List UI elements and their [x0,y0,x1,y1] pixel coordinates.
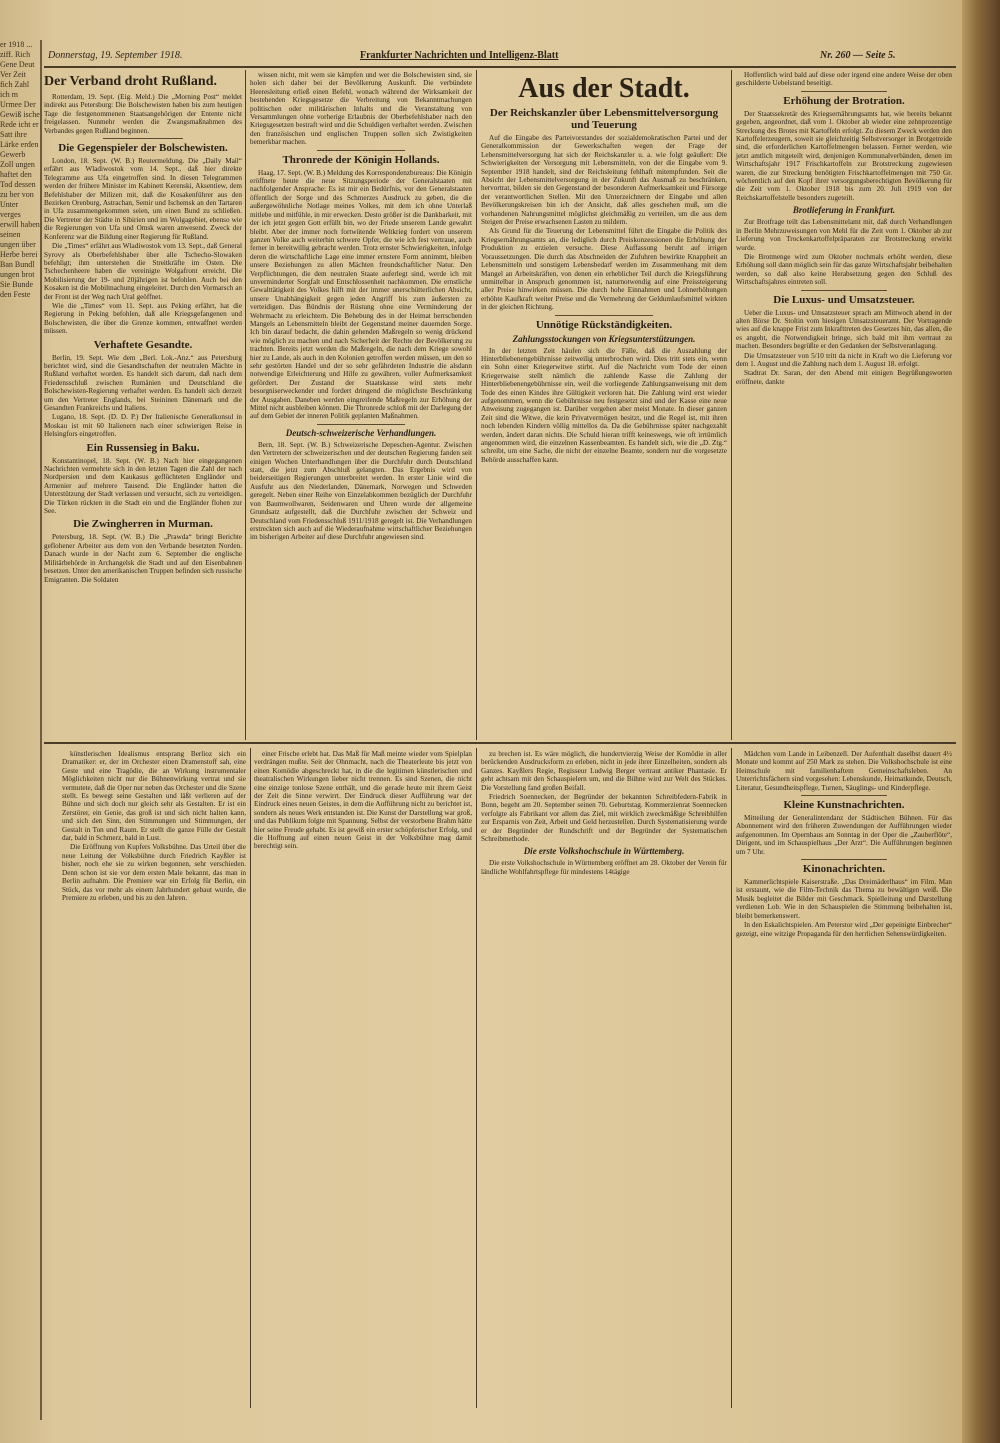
column-rule [476,748,477,1408]
headline: Deutsch-schweizerische Verhandlungen. [285,427,437,438]
masthead: Frankfurter Nachrichten und Intelligenz-Blatt [360,50,559,61]
article-text: Stadtrat Dr. Saran, der den Abend mit einigen Begrüßungsworten eröffnete, dankte [736,369,952,386]
article-text: Als Grund für die Teuerung der Lebensmittel führt die Eingabe die Politik des Kriegsernährungsamts an, die lediglich durch Preiskonzessionen die Erhöhung der Produktion zu erzielen versuche. Diese Auffassung beruht auf irrigen Voraussetzungen. Die durch das Abschneiden der Zufuhren bewirkte Knappheit an Lebensmitteln und sonstigem Lebensbedarf werden im Zusammenhang mit dem Mangel an Arbeitskräften, von denen ein erheblicher Teil durch die Kriegsführung unmittelbar in Anspruch genommen ist, naturnotwendig auf eine Preissteigerung aller Preise hinwirken müssen. Die durch hohe Einnahmen und Lohnerhöhungen erhöhte Kaufkraft weiter Preise und die Vermehrung der Geldumlaufsmittel wirkten in der gleichen Richtung. [481,227,727,312]
column-rule [731,748,732,1408]
article-text: Die Eröffnung von Kupfers Volksbühne. Das Urteil über die neue Leitung der Volksbühne durch Friedrich Kayßler ist bisher, noch ehe sie zu wirken begonnen, sehr verschieden. Denn schon ist sie vor dem ersten Male bekannt, das man in Berlin aufnahm. Die Premiere war ein Erfolg für Berlin, ein Stück, das vor mehr als einem Jahrhundert gebaut wurde, die Premiere zu erleben, und bis zu den Jahren. [62,843,246,902]
headline: Die Zwingherren in Murman. [73,518,213,531]
article-text: wissen nicht, mit wem sie kämpfen und wer die Bolschewisten sind, sie holen sich daher bei der Bevölkerung Auskunft. Die verbündete Heeresleitung erließ einen Befehl, wonach während der Wirksamkeit der bestehenden Kriegsgesetze die Verbreitung von Bekanntmachungen politischen oder militärischen Inhalts und die Veranstaltung von Versammlungen ohne vorherige Erlaubnis der Oberbefehlshaber nach den Kriegsgesetzen bestraft wird und die Schuldigen verhaftet werden. Zwischen den französischen und englischen Truppen sollen sich Zwistigkeiten bemerkbar machen. [250,71,472,147]
section-rule [44,742,956,744]
article-text: London, 18. Sept. (W. B.) Reutermeldung. Die „Daily Mail“ erfährt aus Wladiwostok vom 14. Sept., daß hier direkte Telegramme aus Ufa eingetroffen sind. In diesen Telegrammen werden der frühere Minister im Kabinett Kerenski, Aksentiew, dem Befehlshaber der Milizen mit, daß die Kosakenführer aus den Bezirken Orenburg, Astrachan, Semir und Ischemsk an den Tartaren in Ufa zusammengekommen seien, um einen Bund zu schließen. Die Vertreter der Städte in Sibirien und im Wolgagebiet, ebenso wie die Regierungen von Ufa und Omsk waren anwesend. Zweck der Konferenz war die Bildung einer Regierung für Rußland. [44,157,242,241]
headline: Erhöhung der Brotration. [783,94,905,107]
article-text: Lugano, 18. Sept. (D. D. P.) Der Italienische Generalkonsul in Moskau ist mit 60 Italienern nach einer schwierigen Reise in Helsingfors eingetroffen. [44,413,242,439]
headline: Thronrede der Königin Hollands. [282,153,440,166]
feuilleton-column-4 [736,750,952,939]
article-text: Haag, 17. Sept. (W. B.) Meldung des Korrespondenzbureaus: Die Königin eröffnete heute die neue Sitzungsperiode der Generalstaaten mit nachfolgender Ansprache: Es ist mir ein Bedürfnis, vor den Generalstaaten öffentlich der Sorge und des Schmerzes Ausdruck zu geben, die die außergewöhnliche Notlage meines Volkes, mit dem ich ohne Unterlaß mitlebe und mitfühle, in mir erwecken. Desto größer ist die Dankbarkeit, mit der ich jetzt gegen Gott erfüllt bin, wo der Friede unserem Lande gewahrt bleibt. Aber der immer noch fortwütende Weltkrieg fordert von unserem ganzen Volke auch weiterhin schwere Opfer, die wie ich fest vertraue, auch ferner in bereitwillig gebracht werden. Trotz ernster Schwierigkeiten, infolge deren die wirtschaftliche Lage eine immer ernstere Form annimmt, bleiben unsere Beziehungen zu allen Mächten freundschaftlicher Natur. Den Verpflichtungen, die dem neutralen Staate auferlegt sind, werde ich mit unverminderter Sorgfalt und Entschlossenheit nachkommen. Die ernstliche Gewalttätigkeit des Volkes hilft mit der immer unerschütterlichen Absicht, unsere Unabhängigkeit gegen jeden Angriff bis zum äußersten zu verteidigen. Das Bündnis der Rüstung ohne eine Verminderung der Wehrmacht zu erleichtern. Die Behebung des in der Heimat herrschenden Mangels an Lebensmitteln bleibt der Gegenstand meiner dauernden Sorge. Ich bin darauf bedacht, die dahin gehenden Maßregeln so wenig drückend wie möglich zu machen und nach Sicherheit der Rechte der Bevölkerung zu trachten. Bereits jetzt werden die Maßregeln, die nach dem Kriege sowohl hier zu Lande, als auch in den Kolonien getroffen werden müssen, um den so sehr gestörten Handel und der so sehr gefährdeten Industrie die alsdann notwendige Erleichterung und Hilfe zu gewähren, voller Aufmerksamkeit gefördert. Der Zustand der Staatskasse wird stets mehr besorgniserweckender und fordert dringend die möglichste Beschränkung der Ausgaben. Daneben werden eingreifende Maßregeln zur Erhöhung der Mittel nicht ausbleiben können. Die Thronrede schloß mit der Darlegung der auf dem Gebiet der inneren Politik geplanten Maßnahmen. [250,168,473,421]
article-text: In den Eskalichtspielen. Am Peterstor wird „Der gepeinigte Einbrecher“ gezeigt, eine witzige Propaganda für den herrlichen Sehenswürdigkeiten. [736,921,952,938]
feuilleton-column-3 [481,750,727,877]
article-text: Die erste Volkshochschule in Württemberg eröffnet am 28. Oktober der Verein für ländliche Wohlfahrtspflege für mindestens 14tägige [481,859,727,876]
book-binding-edge [962,0,1000,1443]
column-rule [476,70,477,740]
article-text: Die „Times“ erfährt aus Wladiwostok vom 13. Sept., daß General Syrovy als Oberbefehlshaber über alle Tschecho-Slowaken befehligt; ihm unterstehen die Streitkräfte im Osten. Die Tschechenheere haben die vereinigte Wolgafront erreicht. Die Mobilisierung der 19- und 20jährigen ist befohlen. Auch bei den Kosaken ist die Mobilmachung eingeleitet. Durch den Vormarsch an der Front ist der Weg nach Ural geöffnet. [44,242,242,301]
subheadline: Zahlungsstockungen von Kriegsunterstützungen. [512,333,696,344]
headline: Die erste Volkshochschule in Württemberg. [523,846,685,857]
adjacent-page-strip: er 1918 ... ziff. Rich Gene Deut Ver Zeit fich Zahl ich m Urmee Der Gewiß ische Rede icht er Satt ihre Lärke erden Gewerb Zoll ungen haftet den Tod dessen zu ber von Unter verges erwill haben seinen ungen über Herbe berei Ban Bundl ungen brot Sie Bunde den Feste [0,40,42,1420]
headline: Der Verband droht Rußland. [44,74,217,89]
article-text: zu brechen ist. Es wäre möglich, die hundertvierzig Weise der Komödie in aller berückenden Ausdrucksform zu erleben, nicht in jede ihrer Einzelheiten, sondern als Ganzes. Kayßlers Regie, Regisseur Ludwig Berger vertraut antiker Phantasie. Er geht achtsam mit den Schauspielern um, und die Bühne wird zur Welt des Stückes. Die Vorstellung fand großen Beifall. [481,750,727,792]
section-title: Aus der Stadt. [518,73,690,104]
article-text: Bern, 18. Sept. (W. B.) Schweizerische Depeschen-Agentur. Zwischen den Vertretern der schweizerischen und der deutschen Regierung fanden seit einigen Wochen Unterhandlungen über die Durchfuhr durch Deutschland statt, die jetzt zum Abschluß gelangten. Das Ergebnis wird von beiderseitigen Regierungen unterbreitet werden. In erster Linie wird die Ausfuhr aus den Niederlanden, Dänemark, Norwegen und Schweden geregelt. Neben einer Reihe von Einzelabkommen bezüglich der Durchfuhr von Baumwollwaren, Seidenwaren und Uhren wurde der allgemeine Grundsatz aufgestellt, daß die Durchfuhr zwischen der Schweiz und Deutschland vom Friedensschluß 1911/1918 geregelt ist. Die Verhandlungen erstreckten sich auch auf die Wiederaufnahme wirtschaftlicher Beziehungen im bisherigen Arbeiter auf diese Durchfuhr angewiesen sind. [250,440,472,542]
column-2 [250,71,472,543]
column-4 [736,71,952,387]
column-rule [731,70,732,740]
header-rule [44,66,956,68]
feuilleton-column-1 [62,750,246,903]
feuilleton-column-2 [254,750,472,852]
article-text: Die Umsatzsteuer von 5/10 tritt da nicht in Kraft wo die Lieferung vor dem 1. August und die Zahlung nach dem 1. August 18. erfolgt. [736,351,952,368]
headline: Kinonachrichten. [802,863,886,876]
column-3 [481,71,727,465]
headline: Die Gegenspieler der Bolschewisten. [58,142,228,155]
article-text: Berlin, 19. Sept. Wie dem „Berl. Lok.-Anz.“ aus Petersburg berichtet wird, sind die Gesandtschaften der neutralen Mächte in Rußland verhaftet worden. Es handelt sich darum, daß nach dem Friedensschluß zwischen Rumänien und Deutschland die Bolschewisten-Regierung verhaftet werden. Es handelt sich derzeit um den Vertreter Englands, bei Steininen Dänemark und die Gesandten Frankreichs und Italiens. [44,353,242,412]
headline: Der Reichskanzler über Lebensmittelversorgung und Teuerung [489,107,719,131]
headline: Verhaftete Gesandte. [93,338,193,351]
column-rule [245,70,246,740]
headline: Unnötige Rückständigkeiten. [535,318,673,331]
article-text: Hoffentlich wird bald auf diese oder irgend eine andere Weise der oben geschilderte Uebelstand beseitigt. [736,71,952,88]
article-text: künstlerischen Idealismus entsprang Berlioz sich ein Dramatiker: er, der im Orchester einen Dramenstoff sah, eine Geste und eine Tragödie, die an Wirkung instrumentaler Möglichkeiten nicht nur die Bühnenwirkung vertrat und sie vermutete, daß die Oper nur neben das Orchester und die Szene stellt. Es bewegt seine Gestalten und läßt verlieren auf der Bühne und sich doch nur gleich sehr als Gestalten. Er ist ein Zerstörer, ein Genie, das groß ist und sich nicht halten kann, und sich den Sinn, den Stimmungen und Stimmungen, der Gestalt in Ton und Raum. Er stellt die ganze Fülle der Gestalt dar, bald in Schmerz, bald in Lust. [62,750,246,843]
headline: Kleine Kunstnachrichten. [783,799,905,812]
subheadline: Brotlieferung in Frankfurt. [792,205,896,216]
article-text: Der Staatssekretär des Kriegsernährungsamts hat, wie bereits bekannt gegeben, angeordnet, daß vom 1. Oktober ab wieder eine zehnprozentige Streckung des Brotes mit Kartoffeln erfolgt. Zu diesem Zweck werden den Kartoffelerzeugern, soweit sie gleichzeitig Selbstversorger in Brotgetreide sind, die erforderlichen Kartoffelmengen belassen. Ferner werden, wie jetzt amtlich mitgeteilt wird, denjenigen Kommunalverbänden, denen im Wirtschaftsjahr 1917 Frischkartoffeln zur Brotstreckung zugewiesen waren, die zur Streckung benötigten Frischkartoffelmengen mit 750 Gr. wöchentlich auf den Kopf ihrer versorgungsberechtigten Bevölkerung für die Zeit vom 1. Oktober 1918 bis zum 20. Juli 1919 von der Reichskartoffelstelle besonders zugeteilt. [736,109,952,202]
article-text: Rotterdam, 19. Sept. (Eig. Meld.) Die „Morning Post“ meldet indirekt aus Petersburg: Die Bolschewisten haben bis zum heutigen Tage die festgenommenen Staatsangehörigen der Entente nicht freigelassen. Nunmehr werden die Zwangsmaßnahmen des Verbandes gegen Rußland beginnen. [44,93,242,135]
article-text: einer Frische erlebt hat. Das Maß für Maß meinte wieder vom Spielplan verdrängen mußte. Seit der Ohnmacht, nach die Theaterleute bis jetzt von einen Komödie abgeschreckt hat, in die die legitimen künstlerischen und theatralischen Wirkungen lieber nicht trennen. Es sind Szenen, die nicht eine einzige tonlose Szene enthält, und die gerade heute mit ihrem Geist der Zeit die Sinne verwirrt. Der Eindruck dieser Aufführung war der Eindruck eines neuen Geistes, in dem die Aufführung nicht zu berichtet ist, sondern als neues Werk entstanden ist. Die Kunst der Darstellung war groß, und das Publikum folgte mit Spannung. Selbst der verstorbene Brahm hätte hier seine Freude gehabt. Es ist gewiß ein erster schöpferischer Erfolg, und die Hoffnung auf einen neuen Geist in der Volksbühne mag damit berechtigt sein. [254,750,472,851]
page-number: Nr. 260 — Seite 5. [820,50,896,61]
article-text: Ueber die Luxus- und Umsatzsteuer sprach am Mittwoch abend in der alten Börse Dr. Stoltin vom hiesigen Umsatzsteueramt. Der Vortragende wies auf die knappe Frist zum Inkrafttreten des Gesetzes hin, das allen, die es angeht, die Notwendigkeit bringe, sich bald mit ihm vertraut zu machen. Besonders begrüßte er den Gedanken der Selbstveranlagung. [736,308,952,351]
column-rule [250,748,251,1408]
article-text: Die Brotmenge wird zum Oktober nochmals erhöht werden, diese Erhöhung soll dann möglich sein für das ganze Wirtschaftsjahr beibehalten werden, so daß also keine Herabsetzung gegen den Schluß des Wirtschaftsjahres eintreten soll. [736,252,952,287]
article-text: Kammerlichtspiele Kaiserstraße. „Das Dreimäderlhaus“ im Film. Man ist erstaunt, wie die Film-Technik das Thema zu bewältigen weiß. Die Musik begleitet die Bilder mit Geschmack. Spielleitung und Darstellung verdienen Lob. Wie in den Schauspielen die Stimmung beibehalten ist, bleibt bemerkenswert. [736,878,952,920]
article-text: In der letzten Zeit häufen sich die Fälle, daß die Auszahlung der Hinterbliebenengebührnisse zeitweilig unterbrochen wird. Dies tritt stets ein, wenn ein Sohn einer Kriegerwitwe stirbt. Auf die Nachricht vom Tode der einen Kriegerwaise stellt nämlich die zahlende Kasse die Zahlung der Hinterbliebenengebührnisse ein, weil die vorliegende Zahlungsanweisung mit dem Tode des einen Kindes ihre Gültigkeit verloren hat. Die Zahlung wird erst wieder aufgenommen, wenn die Gebührnisse neu festgesetzt sind und der Kasse eine neue Anweisung zugegangen ist. Darüber vergehen aber meist Monate. In dieser ganzen Zeit sind die Witwe, die kein Privatvermögen besitzt, und die Regel ist, mit ihren noch lebenden Kindern völlig mittellos da. Da die Gebührnisse später nachgezahlt werden, ändert daran nichts. Die Schuld hieran trifft keineswegs, wie oft irrtümlich angenommen wird, die einzelnen Kassenbeamten. Es handelt sich, wie die „D. Ztg.“ schreibt, um eine Sache, die nicht der einzelne Beamte, sondern nur die vorgesetzte Behörde ausschaffen kann. [481,346,727,464]
article-text: Konstantinopel, 18. Sept. (W. B.) Nach hier eingegangenen Nachrichten vermehrte sich in den letzten Tagen die Zahl der nach Nordpersien und dem Kaukasus geflüchteten Engländer und Armenier auf mehrere Tausend. Die Engländer hatten die Unterstützung der Stadt verlassen und versucht, sich zu verteidigen. Die Türken rückten in die Stadt ein und die Engländer flohen zur See. [44,456,242,516]
article-text: Zur Brotfrage teilt das Lebensmittelamt mit, daß durch Verhandlungen in Berlin Mehrzuweisungen von Mehl für die Zeit vom 1. Oktober ab zur Lieferung von Trockenkartoffelpräparaten zur Brotstreckung erwirkt wurde. [736,218,952,252]
issue-date: Donnerstag, 19. September 1918. [48,50,183,61]
article-text: Friedrich Soennecken, der Begründer der bekannten Schreibfedern-Fabrik in Bonn, begeht am 20. September seinen 70. Geburtstag. Kommerzienrat Soennecken verfolgte als Fabrikant vor allem das Ziel, mit wirklich zweckmäßige Schreibhilfen zur Ersparnis von Zeit, Arbeit und Geld herzustellen. Durch Systematisierung wurde er der Begründer der Rundschrift und der Begründer der Systematischen Schreibmethode. [481,793,727,844]
article-text: Petersburg, 18. Sept. (W. B.) Die „Prawda“ bringt Berichte geflohener Arbeiter aus dem von den Verbande besetzten Norden. Danach wurde in der Nacht zum 6. September die englische Militärbehörde in Archangelsk die Stadt und auf den Eisenbahnen besetzen. Unter den amerikanischen Truppen befinden sich russische Emigranten. Die Soldaten [44,533,242,584]
article-text: Mädchen vom Lande in Leibenzell. Der Aufenthalt daselbst dauert 4½ Monate und kommt auf 250 Mark zu stehen. Die Volkshochschule ist eine Heimschule mit familienhaftem Gemeinschaftsleben. An Unterrichtsfächern sind vorgesehen: Lebenskunde, Heimatkunde, Deutsch, Literatur, Gesundheitspflege, Turnen, Säuglings- und Kinderpflege. [736,750,952,792]
column-1 [44,71,242,585]
headline: Die Luxus- und Umsatzsteuer. [773,293,915,306]
headline: Ein Russensieg in Baku. [86,441,200,454]
article-text: Mitteilung der Generalintendanz der Städtischen Bühnen. Für das Abonnement wird den früheren Zuwendungen der Aufführungen wieder aufgenommen. Im Opernhaus am Sonntag in der Oper die „Zauberflöte“, Dirigent, und im Schauspielhaus „Der Arzt“. Die Aufführungen beginnen um 7 Uhr. [736,814,952,856]
article-text: Wie die „Times“ vom 11. Sept. aus Peking erfährt, hat die Regierung in Peking befohlen, daß alle Kriegsgefangenen und Bolschewisten, die über die Grenze kommen, entwaffnet werden müssen. [44,301,242,336]
article-text: Auf die Eingabe des Parteivorstandes der sozialdemokratischen Partei und der Generalkommission der Gewerkschaften wegen der Frage der Lebensmittelversorgung hat sich der Reichskanzler u. a. wie folgt geäußert: Die Schwierigkeiten der Versorgung mit Lebensmitteln, von der die Eingabe vom 9. September 1918 handelt, sind der Reichsleitung fehlhaft mitempfunden. Seit die Absicht der Lebensmittelversorgung in der Zukunft das Ausmaß zu beschränken, hervortrat, bilden sie den Gegenstand der besonderen Aufmerksamkeit und Fürsorge der verantwortlichen Stellen. Mit den Unterzeichnern der Eingabe und allen Bevölkerungskreisen bin ich der Ansicht, daß alles geschehen muß, um die vorhandenen Nahrungsmittel möglichst gleichmäßig zu verteilen, um die aus dem Steigen der Preise erwachsenen Lasten zu mildern. [481,134,727,227]
